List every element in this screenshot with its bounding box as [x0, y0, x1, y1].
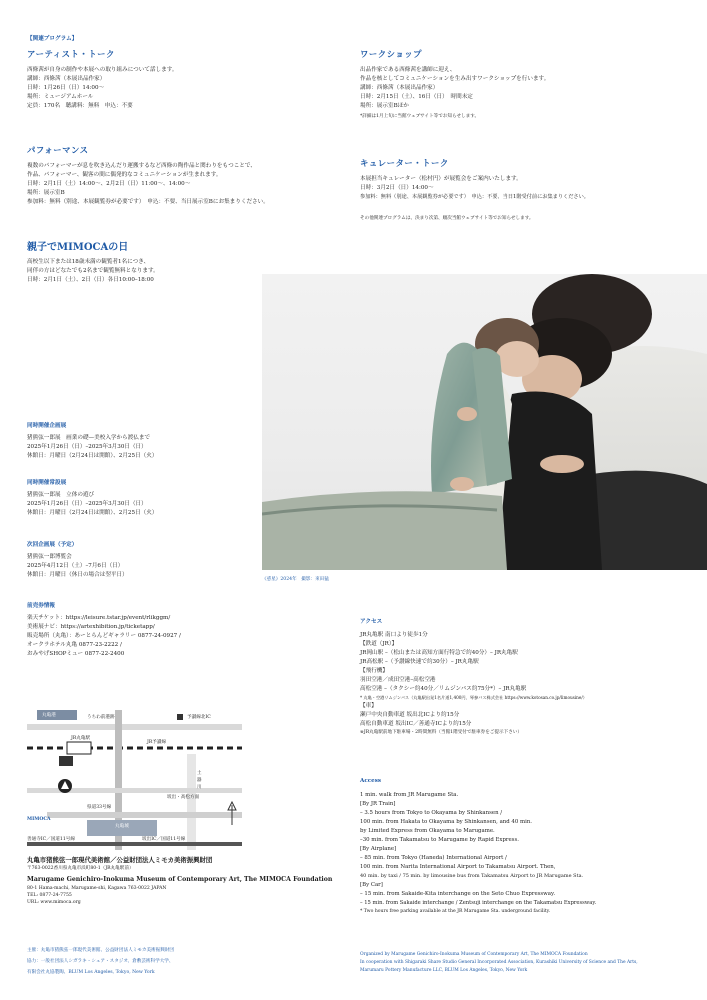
access-en-note: * Two hours free parking available at the JR Marugame Sta. underground facility.: [360, 909, 551, 914]
family-day-body: [27, 258, 159, 285]
access-en-line: [By JR Train]: [360, 801, 396, 807]
museum-info: [27, 855, 332, 906]
concurrent-line: 2025年1月26日（日）–2025年3月30日（日）: [27, 501, 147, 507]
access-map: [27, 710, 242, 850]
access-line: 【飛行機】: [360, 668, 388, 674]
concurrent-line: 休館日：月曜日（2月24日は開館）、2月25日（火）: [27, 453, 158, 459]
map-label-castle-area: うちわ前港跡: [87, 715, 115, 720]
family-day-title: 親子でMIMOCAの日: [27, 242, 129, 253]
credit-line: 主催：丸亀市猪熊弦一郎現代美術館、公益財団法人ミモカ美術振興財団: [27, 948, 175, 953]
family-day-line: 高校生以下または18歳未満の観覧者1名につき、: [27, 259, 150, 265]
access-en-line: – 15 min. from Sakaide interchange / Zentsuji interchange on the Takamatsu Expressway.: [360, 900, 597, 906]
concurrent-line: 猪熊弦一郎展 立体の遊び: [27, 492, 95, 498]
access-en-line: [By Car]: [360, 882, 383, 888]
workshop-line: 作品を核としてコミュニケーションを生み出すワークショップを行います。: [360, 76, 550, 82]
map-label-sakaide-ic: 坂出IC／国道11号線: [142, 837, 186, 842]
performance-body: [27, 162, 269, 207]
map-label-north-ic: 予讃線北IC: [187, 715, 211, 720]
concurrent-line: 休館日：月曜日（2月24日は開館）、2月25日（火）: [27, 510, 158, 516]
ticket-line: オークラホテル丸亀 0877-23-2222 /: [27, 642, 122, 648]
access-note: ※JR丸亀駅前地下駐車場・2時間無料（当館1階受付で駐車券をご提示下さい）: [360, 730, 522, 735]
museum-name-en: Marugame Genichiro-Inokuma Museum of Contemporary Art, The MIMOCA Foundation: [27, 876, 333, 883]
access-line: 高松空港 –（タクシー約40分／リムジンバス約75分*）– JR丸亀駅: [360, 686, 527, 692]
access-line: JR丸亀駅 南口より徒歩1分: [360, 632, 428, 638]
access-en-line: 100 min. from Hakata to Okayama by Shinkansen, and 40 min.: [360, 819, 533, 825]
concurrent-body-3: [27, 553, 128, 580]
artist-talk-line: 定員：170名 聴講料：無料 申込：不要: [27, 103, 133, 109]
access-en-line: 40 min. by taxi / 75 min. by limousine bus from Takamatsu Airport to JR Marugame Sta.: [360, 873, 584, 879]
credit-line: 協力：一般社団法人シガラキ・シェア・スタジオ、倉敷芸術科学大学、: [27, 959, 174, 964]
performance-line: 参加料：無料（別途、本展観覧券が必要です） 申込：不要、当日展示室Bにお集まりください。: [27, 199, 269, 205]
performers-with-ceramic-illustration: [262, 274, 707, 570]
access-line: 【車】: [360, 703, 377, 709]
artist-talk-line: 西條茜が自身の制作や本展への取り組みについて話します。: [27, 67, 178, 73]
access-note: * 丸亀・空港リムジンバス（丸亀駅出発1名片道1,400円、琴参バス株式会社 https://www.kotosan.co.jp/limousine/）: [360, 695, 587, 700]
family-day-line: 日時：2月1日（土）、2日（日）各日10:00–18:00: [27, 277, 154, 283]
family-day-line: 同伴の方はどなたでも2名まで観覧無料となります。: [27, 268, 159, 274]
credit-line: 有限会社丸協製陶、BLUM Los Angeles, Tokyo, New York: [27, 970, 155, 975]
museum-address-ja: 〒763-0022香川県丸亀市浜町80-1（JR丸亀駅前）: [27, 866, 134, 871]
concurrent-title-2: 同時開催常設展: [27, 480, 67, 486]
curator-talk-line: 参加料：無料（別途、本展観覧券が必要です） 申込：不要、当日1階受付前にお集まりください。: [360, 194, 589, 200]
artist-talk-line: 日時：1月26日（日）14:00〜: [27, 85, 105, 91]
performance-line: 日時：2月1日（土）14:00〜、2月2日（日）11:00〜、14:00〜: [27, 181, 191, 187]
ticket-line: おみやげSHOPミュー 0877-22-2400: [27, 651, 125, 657]
access-line: 瀬戸中央自動車道 坂出北ICより約15分: [360, 712, 460, 718]
concurrent-line: 猪熊弦一郎展 画業の礎—美校入学から渡仏まで: [27, 435, 151, 441]
access-body-ja: [360, 631, 587, 736]
credit-line: In cooperation with Shigaraki Share Studio General Incorporated Association, Kurashiki University of Science and The Arts,: [360, 960, 638, 965]
concurrent-body-2: [27, 491, 157, 518]
workshop-line: 場所：展示室Bほか: [360, 103, 409, 109]
access-line: JR岡山駅 –（松山または高知方面行特急で約40分）– JR丸亀駅: [360, 650, 518, 656]
access-title-en: Access: [360, 778, 382, 784]
workshop-note: *詳細は1月上旬に当館ウェブサイト等でお知らせします。: [360, 114, 480, 119]
concurrent-title-3: 次回企画展（予定）: [27, 542, 78, 548]
curator-talk-note: その他関連プログラムは、決まり次第、順次当館ウェブサイト等でお知らせします。: [360, 216, 534, 221]
access-line: 高松自動車道 坂出IC／善通寺ICより約15分: [360, 721, 472, 727]
map-label-yosan: JR予讃線: [147, 740, 167, 745]
map-label-mimoca: MIMOCA: [27, 817, 51, 822]
tickets-body: [27, 614, 181, 659]
credit-line: Marumaru Pottery Manufacture LLC, BLUM Los Angeles, Tokyo, New York: [360, 968, 528, 973]
access-line: JR高松駅 –（予讃線快速で約30分）– JR丸亀駅: [360, 659, 479, 665]
access-line: 羽田空港／成田空港–高松空港: [360, 677, 436, 683]
concurrent-line: 休館日：月曜日（休日の場合は翌平日）: [27, 572, 128, 578]
workshop-title: ワークショップ: [360, 49, 422, 59]
map-label-port: 丸亀港: [42, 713, 56, 718]
access-en-line: by Limited Express from Okayama to Marugame.: [360, 828, 495, 834]
artist-talk-line: 場所：ミュージアムホール: [27, 94, 94, 100]
concurrent-line: 猪熊弦一郎博覧会: [27, 554, 72, 560]
ticket-line: 販売場所（丸亀）：あーとらんどギャラリー 0877-24-0927 /: [27, 633, 181, 639]
concurrent-line: 2025年4月12日（土）–7月6日（日）: [27, 563, 124, 569]
map-label-castle: 丸亀城: [115, 824, 129, 829]
artist-talk-title: アーティスト・トーク: [27, 49, 115, 59]
access-en-line: –30 min. from Takamatsu to Marugame by Rapid Express.: [360, 837, 519, 843]
concurrent-body-1: [27, 434, 157, 461]
access-line: 【鉄道（JR）】: [360, 641, 398, 647]
map-label-station: JR丸亀駅: [71, 736, 91, 741]
museum-address-en: 80-1 Hama-machi, Marugame-shi, Kagawa 763-0022 JAPAN: [27, 886, 167, 891]
credit-line: Organized by Marugame Genichiro-Inokuma Museum of Contemporary Art, The MIMOCA Foundation: [360, 952, 588, 957]
performance-line: 作品、パフォーマー、観客の間に偶発的なコミュニケーションが生まれます。: [27, 172, 222, 178]
performance-line: 複数のパフォーマーが息を吹き込んだり運搬するなど西條の陶作品と関わりをもつことで、: [27, 163, 256, 169]
access-title: アクセス: [360, 619, 383, 625]
related-programs-label: 【関連プログラム】: [27, 36, 78, 42]
performance-line: 場所：展示室B: [27, 190, 65, 196]
credits-ja: [27, 945, 174, 978]
workshop-line: 講師：西條茜（本展出品作家）: [360, 85, 439, 91]
credits-en: [360, 951, 638, 975]
curator-talk-title: キュレーター・トーク: [360, 158, 449, 168]
access-body-en: [360, 791, 596, 915]
map-label-zentsuji: 善通寺IC／国道11号線: [27, 837, 75, 842]
concurrent-line: 2025年1月26日（日）–2025年3月30日（日）: [27, 444, 147, 450]
workshop-line: 出品作家である西條茜を講師に迎え、: [360, 67, 456, 73]
workshop-body: [360, 66, 549, 120]
access-en-line: – 3.5 hours from Tokyo to Okayama by Shinkansen /: [360, 810, 503, 816]
museum-name-ja: 丸亀市猪熊弦一郎現代美術館／公益財団法人ミモカ美術振興財団: [27, 856, 213, 864]
photo-caption: 《惑星》2024年 撮影：來田猛: [262, 577, 329, 582]
map-drawing: [27, 710, 242, 850]
workshop-line: 日時：2月15日（土）、16日（日） 時間未定: [360, 94, 473, 100]
curator-talk-body: [360, 175, 589, 222]
map-label-sakaide: 坂出・高松方面: [167, 795, 200, 800]
tickets-title: 前売券情報: [27, 603, 55, 609]
map-label-river: 土器川: [197, 771, 202, 790]
access-en-line: – 85 min. from Tokyo (Haneda) International Airport /: [360, 855, 507, 861]
map-label-route33: 県道33号線: [87, 805, 112, 810]
artist-talk-body: [27, 66, 177, 111]
museum-url-link[interactable]: URL: www.mimoca.org: [27, 900, 81, 905]
access-en-line: – 15 min. from Sakaide-Kita interchange on the Seto Chuo Expressway.: [360, 891, 556, 897]
artwork-photo: [262, 274, 707, 570]
concurrent-title-1: 同時開催企画展: [27, 423, 67, 429]
ticket-link-rakuten[interactable]: 楽天チケット：https://leisure.tstar.jp/event/rlikggm/: [27, 615, 171, 621]
access-en-line: [By Airplane]: [360, 846, 397, 852]
access-en-line: 1 min. walk from JR Marugame Sta.: [360, 792, 459, 798]
artist-talk-line: 講師：西條茜（本展出品作家）: [27, 76, 106, 82]
ticket-link-artexhibition[interactable]: 美術展ナビ：https://artexhibition.jp/ticketapp/: [27, 624, 155, 630]
museum-tel: TEL: 0877-24-7755: [27, 893, 72, 898]
curator-talk-line: 本展担当キュレーター（松村円）が展覧会をご案内いたします。: [360, 176, 522, 182]
curator-talk-line: 日時：3月2日（日）14:00〜: [360, 185, 434, 191]
performance-title: パフォーマンス: [27, 145, 89, 155]
access-en-line: 100 min. from Narita International Airport to Takamatsu Airport. Then,: [360, 864, 556, 870]
